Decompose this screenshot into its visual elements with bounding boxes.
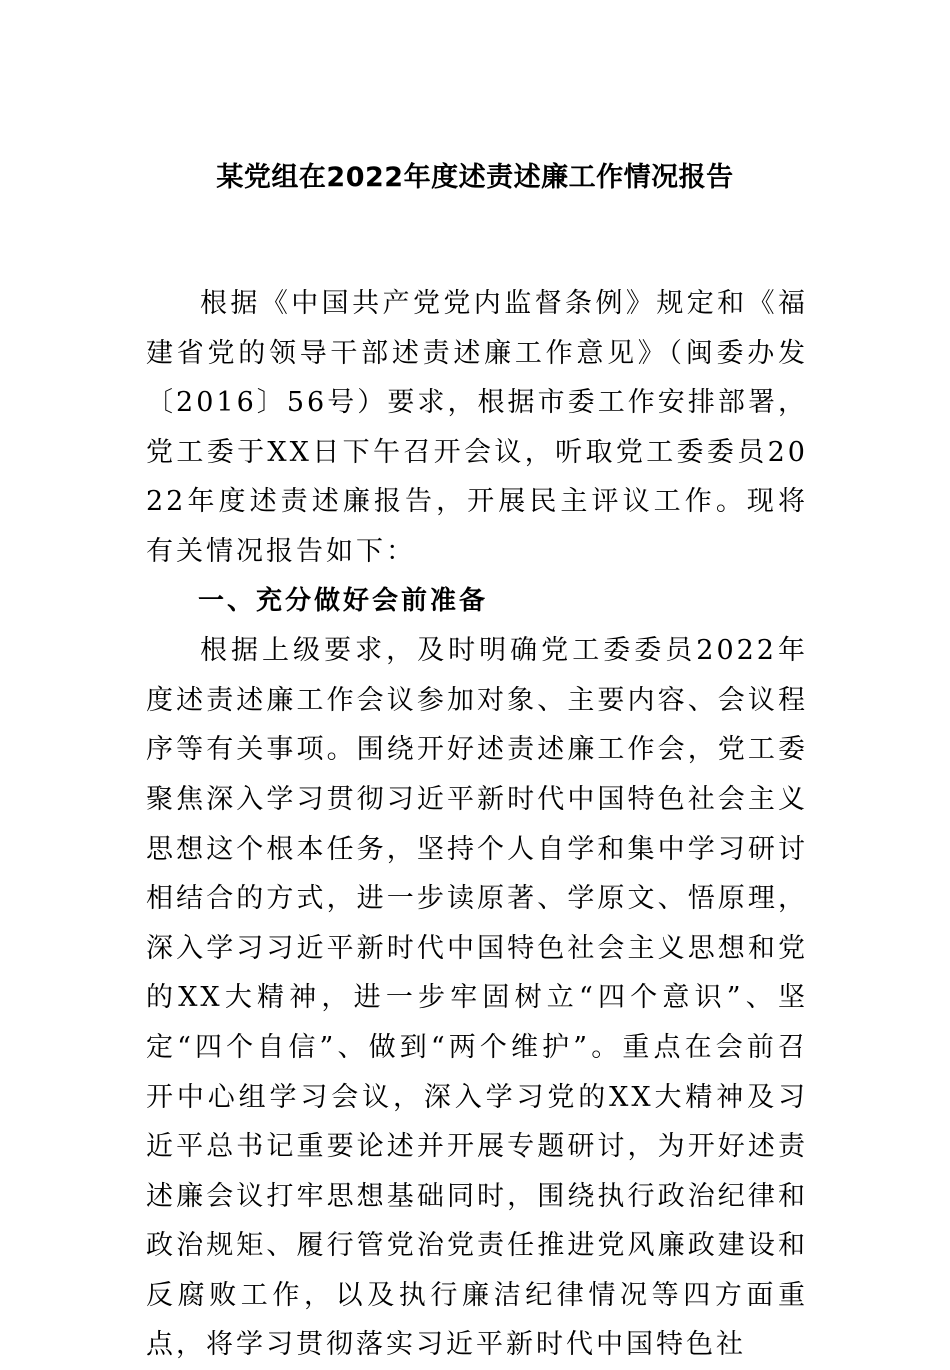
document-body: [146, 279, 808, 1370]
section-paragraph: 根据上级要求，及时明确党工委委员2022年度述责述廉工作会议参加对象、主要内容、会议程序等有关事项。围绕开好述责述廉工作会，党工委聚焦深入学习贯彻习近平新时代中国特色社会主义思想这个根本任务，坚持个人自学和集中学习研讨相结合的方式，进一步读原著、学原文、悟原理，深入学习习近平新时代中国特色社会主义思想和党的XX大精神，进一步牢固树立“四个意识”、坚定“四个自信”、做到“两个维护”。重点在会前召开中心组学习会议，深入学习党的XX大精神及习近平总书记重要论述并开展专题研讨，为开好述责述廉会议打牢思想基础同时，围绕执行政治纪律和政治规矩、履行管党治党责任推进党风廉政建设和反腐败工作，以及执行廉洁纪律情况等四方面重点，将学习贯彻落实习近平新时代中国特色社: [146, 635, 808, 1361]
intro-paragraph: 根据《中国共产党党内监督条例》规定和《福建省党的领导干部述责述廉工作意见》（闽委办发〔2016〕56号）要求，根据市委工作安排部署，党工委于XX日下午召开会议，听取党工委委员2022年度述责述廉报告，开展民主评议工作。现将有关情况报告如下：: [146, 288, 808, 567]
document-title: 某党组在2022年度述责述廉工作情况报告: [216, 162, 734, 193]
section-heading: 一、充分做好会前准备: [198, 585, 489, 616]
